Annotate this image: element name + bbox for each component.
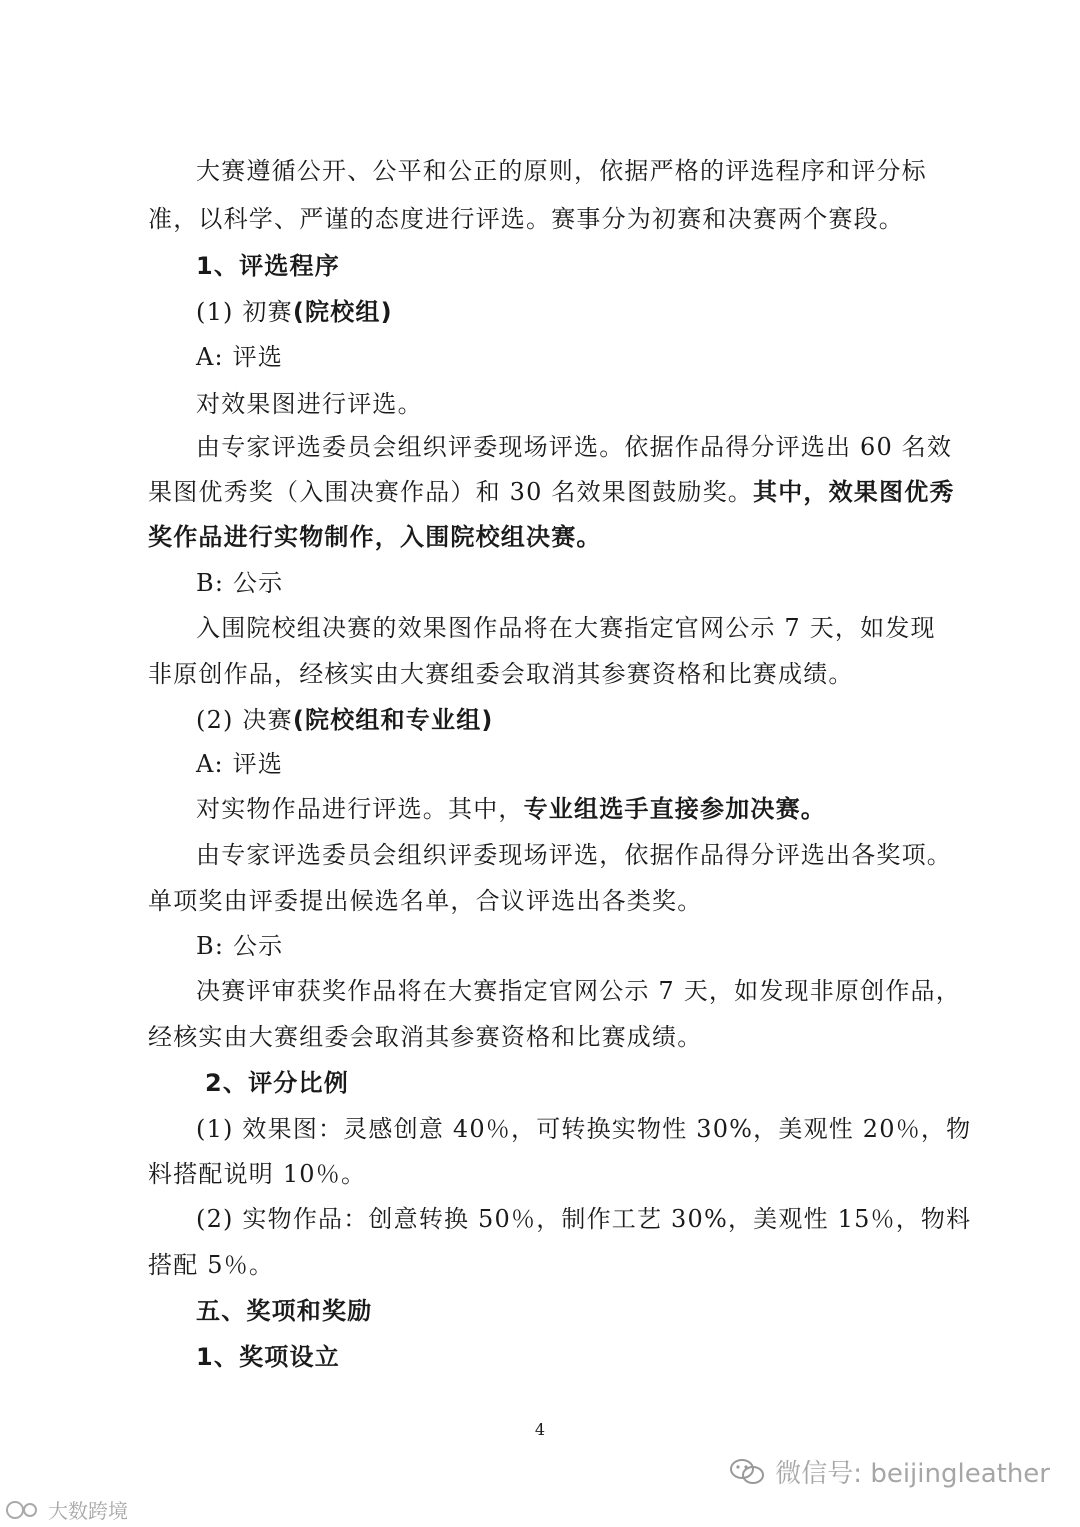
text-line-p6: 非原创作品，经核实由大赛组委会取消其参赛资格和比赛成绩。 [148,660,854,688]
text-line-p12: (1) 效果图：灵感创意 40％，可转换实物性 30%，美观性 20％，物 [196,1115,972,1143]
wechat-id-text: 微信号: beijingleather [775,1459,1050,1489]
text-line-h1-1 [196,295,393,329]
text-line-h3-1: 1、奖项设立 [196,1343,340,1371]
wechat-watermark [729,1453,1050,1490]
text-line-p8: 由专家评选委员会组织评委现场评选，依据作品得分评选出各奖项。 [196,841,952,869]
bold-text-segment: (院校组和专业组) [292,706,494,734]
text-line-intro-2: 准，以科学、严谨的态度进行评选。赛事分为初赛和决赛两个赛段。 [148,205,904,233]
text-line-p14: (2) 实物作品：创意转换 50％，制作工艺 30%，美观性 15％，物料 [196,1205,972,1233]
text-line-intro-1: 大赛遵循公开、公平和公正的原则，依据严格的评选程序和评分标 [196,157,927,185]
text-segment: 果图优秀奖（入围决赛作品）和 30 名效果图鼓励奖。 [148,478,753,506]
text-line-p3 [148,475,955,509]
text-line-p11: 经核实由大赛组委会取消其参赛资格和比赛成绩。 [148,1023,703,1051]
text-line-a1: A: 评选 [196,343,284,371]
logo-icon [6,1499,42,1521]
text-line-h3: 五、奖项和奖励 [196,1297,373,1325]
bold-text-segment: (院校组) [292,298,393,326]
text-line-p2: 由专家评选委员会组织评委现场评选。依据作品得分评选出 60 名效 [196,433,953,461]
site-watermark-text: 大数跨境 [48,1499,128,1523]
bold-text-segment: 其中，效果图优秀 [753,478,955,506]
text-line-h1-2 [196,703,494,737]
text-line-p13: 料搭配说明 10％。 [148,1160,367,1188]
text-line-p1: 对效果图进行评选。 [196,390,423,418]
text-line-p10: 决赛评审获奖作品将在大赛指定官网公示 7 天，如发现非原创作品， [196,977,961,1005]
text-line-p15: 搭配 5％。 [148,1251,275,1279]
text-segment: (1) 初赛 [196,298,293,326]
text-segment: (2) 决赛 [196,706,293,734]
text-line-p7 [196,792,826,826]
page-number: 4 [534,1420,546,1439]
text-line-b1: B: 公示 [196,569,284,597]
bold-text-segment: 专业组选手直接参加决赛。 [523,795,827,823]
text-line-p4: 奖作品进行实物制作，入围院校组决赛。 [148,523,602,551]
text-line-a2: A: 评选 [196,750,284,778]
text-line-h1: 1、评选程序 [196,252,340,280]
text-line-p9: 单项奖由评委提出候选名单，合议评选出各类奖。 [148,887,703,915]
text-line-b2: B: 公示 [196,932,284,960]
text-segment: 对实物作品进行评选。其中， [196,795,524,823]
text-line-p5: 入围院校组决赛的效果图作品将在大赛指定官网公示 7 天，如发现 [196,614,936,642]
wechat-icon [729,1457,765,1487]
text-line-h2: 2、评分比例 [205,1069,349,1097]
site-watermark [6,1495,128,1524]
